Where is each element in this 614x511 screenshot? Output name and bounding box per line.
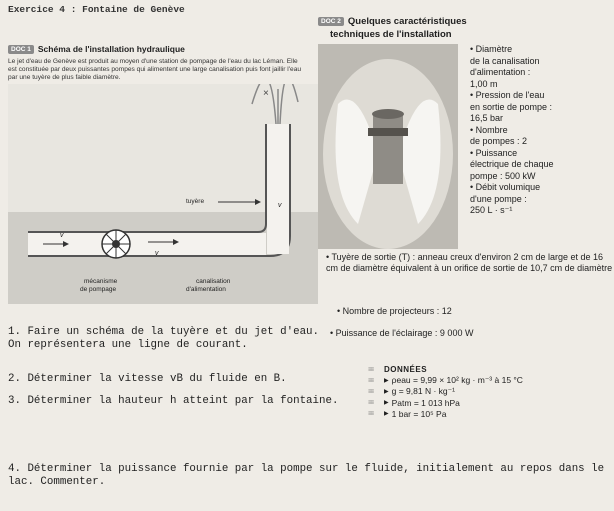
bullet-icon: ▶ [384,411,389,417]
question-3: 3. Déterminer la hauteur h atteint par la fontaine. [8,395,339,407]
svg-text:×: × [263,88,269,99]
doc1-title: Schéma de l'installation hydraulique [37,44,185,54]
spec-line: • Nombre [470,124,508,135]
spec-line: 250 L · s⁻¹ [470,205,513,215]
label-mecanisme: mécanisme [84,278,118,285]
question-2: 2. Déterminer la vitesse vB du fluide en B. [8,373,287,385]
donnees-marker: ≡≡ [368,410,374,417]
specs-list [470,44,614,217]
label-tuyere: tuyère [186,198,205,205]
donnees-item-text: Patm = 1 013 hPa [391,397,460,408]
spec-line: • Débit volumique [470,182,541,192]
question-4: 4. Déterminer la puissance fournie par la pompe sur le fluide, initialement au repos dans le lac. Commenter. [8,463,605,488]
donnees-marker: ≡≡ [368,377,374,384]
donnees-item [368,408,548,419]
doc1-title-row [8,44,185,54]
spec-line: d'alimentation : [470,67,531,77]
donnees-item [368,397,548,408]
doc1-description: Le jet d'eau de Genève est produit au moyen d'une station de pompage de l'eau du lac Léman. Elle est constituée par deux puissantes pompes qui alimentent une large canalisation puis font jaillir l'eau par une tuyère de plus faible diamètre. [8,58,302,81]
donnees-item-text: 1 bar = 10⁵ Pa [391,408,447,419]
doc1-tag: DOC 1 [8,45,34,54]
nozzle-photo [318,44,458,249]
spec-line: de pompes : 2 [470,136,528,146]
label-va: v [155,250,159,257]
label-de-pompage: de pompage [80,286,117,293]
doc2-title-row [318,16,467,27]
spec-tuyere: • Tuyère de sortie (T) : anneau creux d'environ 2 cm de large et de 16 cm de diamètre équivalent à un orifice de sortie de 10,7 cm de diamètre [326,252,613,273]
spec-line: en sortie de pompe : [470,101,553,112]
spec-eclairage: • Puissance de l'éclairage : 9 000 W [330,328,474,338]
donnees-item [368,386,548,397]
bullet-icon: ▶ [384,378,389,384]
donnees-marker: ≡≡ [368,399,374,406]
doc2-title: Quelques caractéristiques [347,16,467,27]
spec-line: 16,5 bar [470,113,504,123]
spec-projecteurs: • Nombre de projecteurs : 12 [337,306,452,316]
donnees-item-text: g = 9,81 N · kg⁻¹ [391,386,455,396]
spec-line: pompe : 500 kW [470,170,536,181]
donnees-title: DONNÉES [384,365,428,374]
donnees-title-row: ≡≡ DONNÉES [368,365,428,374]
donnees-item [368,375,548,386]
label-alimentation: d'alimentation [186,286,226,293]
donnees-box [368,364,548,419]
spec-line: 1,00 m [470,78,498,89]
spec-line: • Puissance [470,147,518,158]
bullet-icon: ▶ [384,389,389,395]
donnees-item-text: ρeau = 9,99 × 10² kg · m⁻³ à 15 °C [391,375,523,385]
question-1: 1. Faire un schéma de la tuyère et du jet d'eau. On représentera une ligne de courant. [8,326,320,351]
spec-line: • Pression de l'eau [470,90,545,100]
label-canalisation: canalisation [196,278,231,285]
exercise-header: Exercice 4 : Fontaine de Genève [8,4,185,15]
doc2-subtitle: techniques de l'installation [330,29,452,40]
label-vb: v [278,202,282,209]
hydraulic-diagram [8,84,318,304]
spec-line: d'une pompe : [470,193,527,204]
spec-line: • Diamètre [470,44,513,54]
donnees-items [368,375,548,419]
bullet-icon: ▶ [384,400,389,406]
spec-line: de la canalisation [470,55,540,66]
doc2-tag: DOC 2 [318,17,344,26]
label-veau: v [60,232,64,239]
donnees-marker: ≡≡ [368,388,374,395]
spec-line: électrique de chaque [470,159,554,169]
